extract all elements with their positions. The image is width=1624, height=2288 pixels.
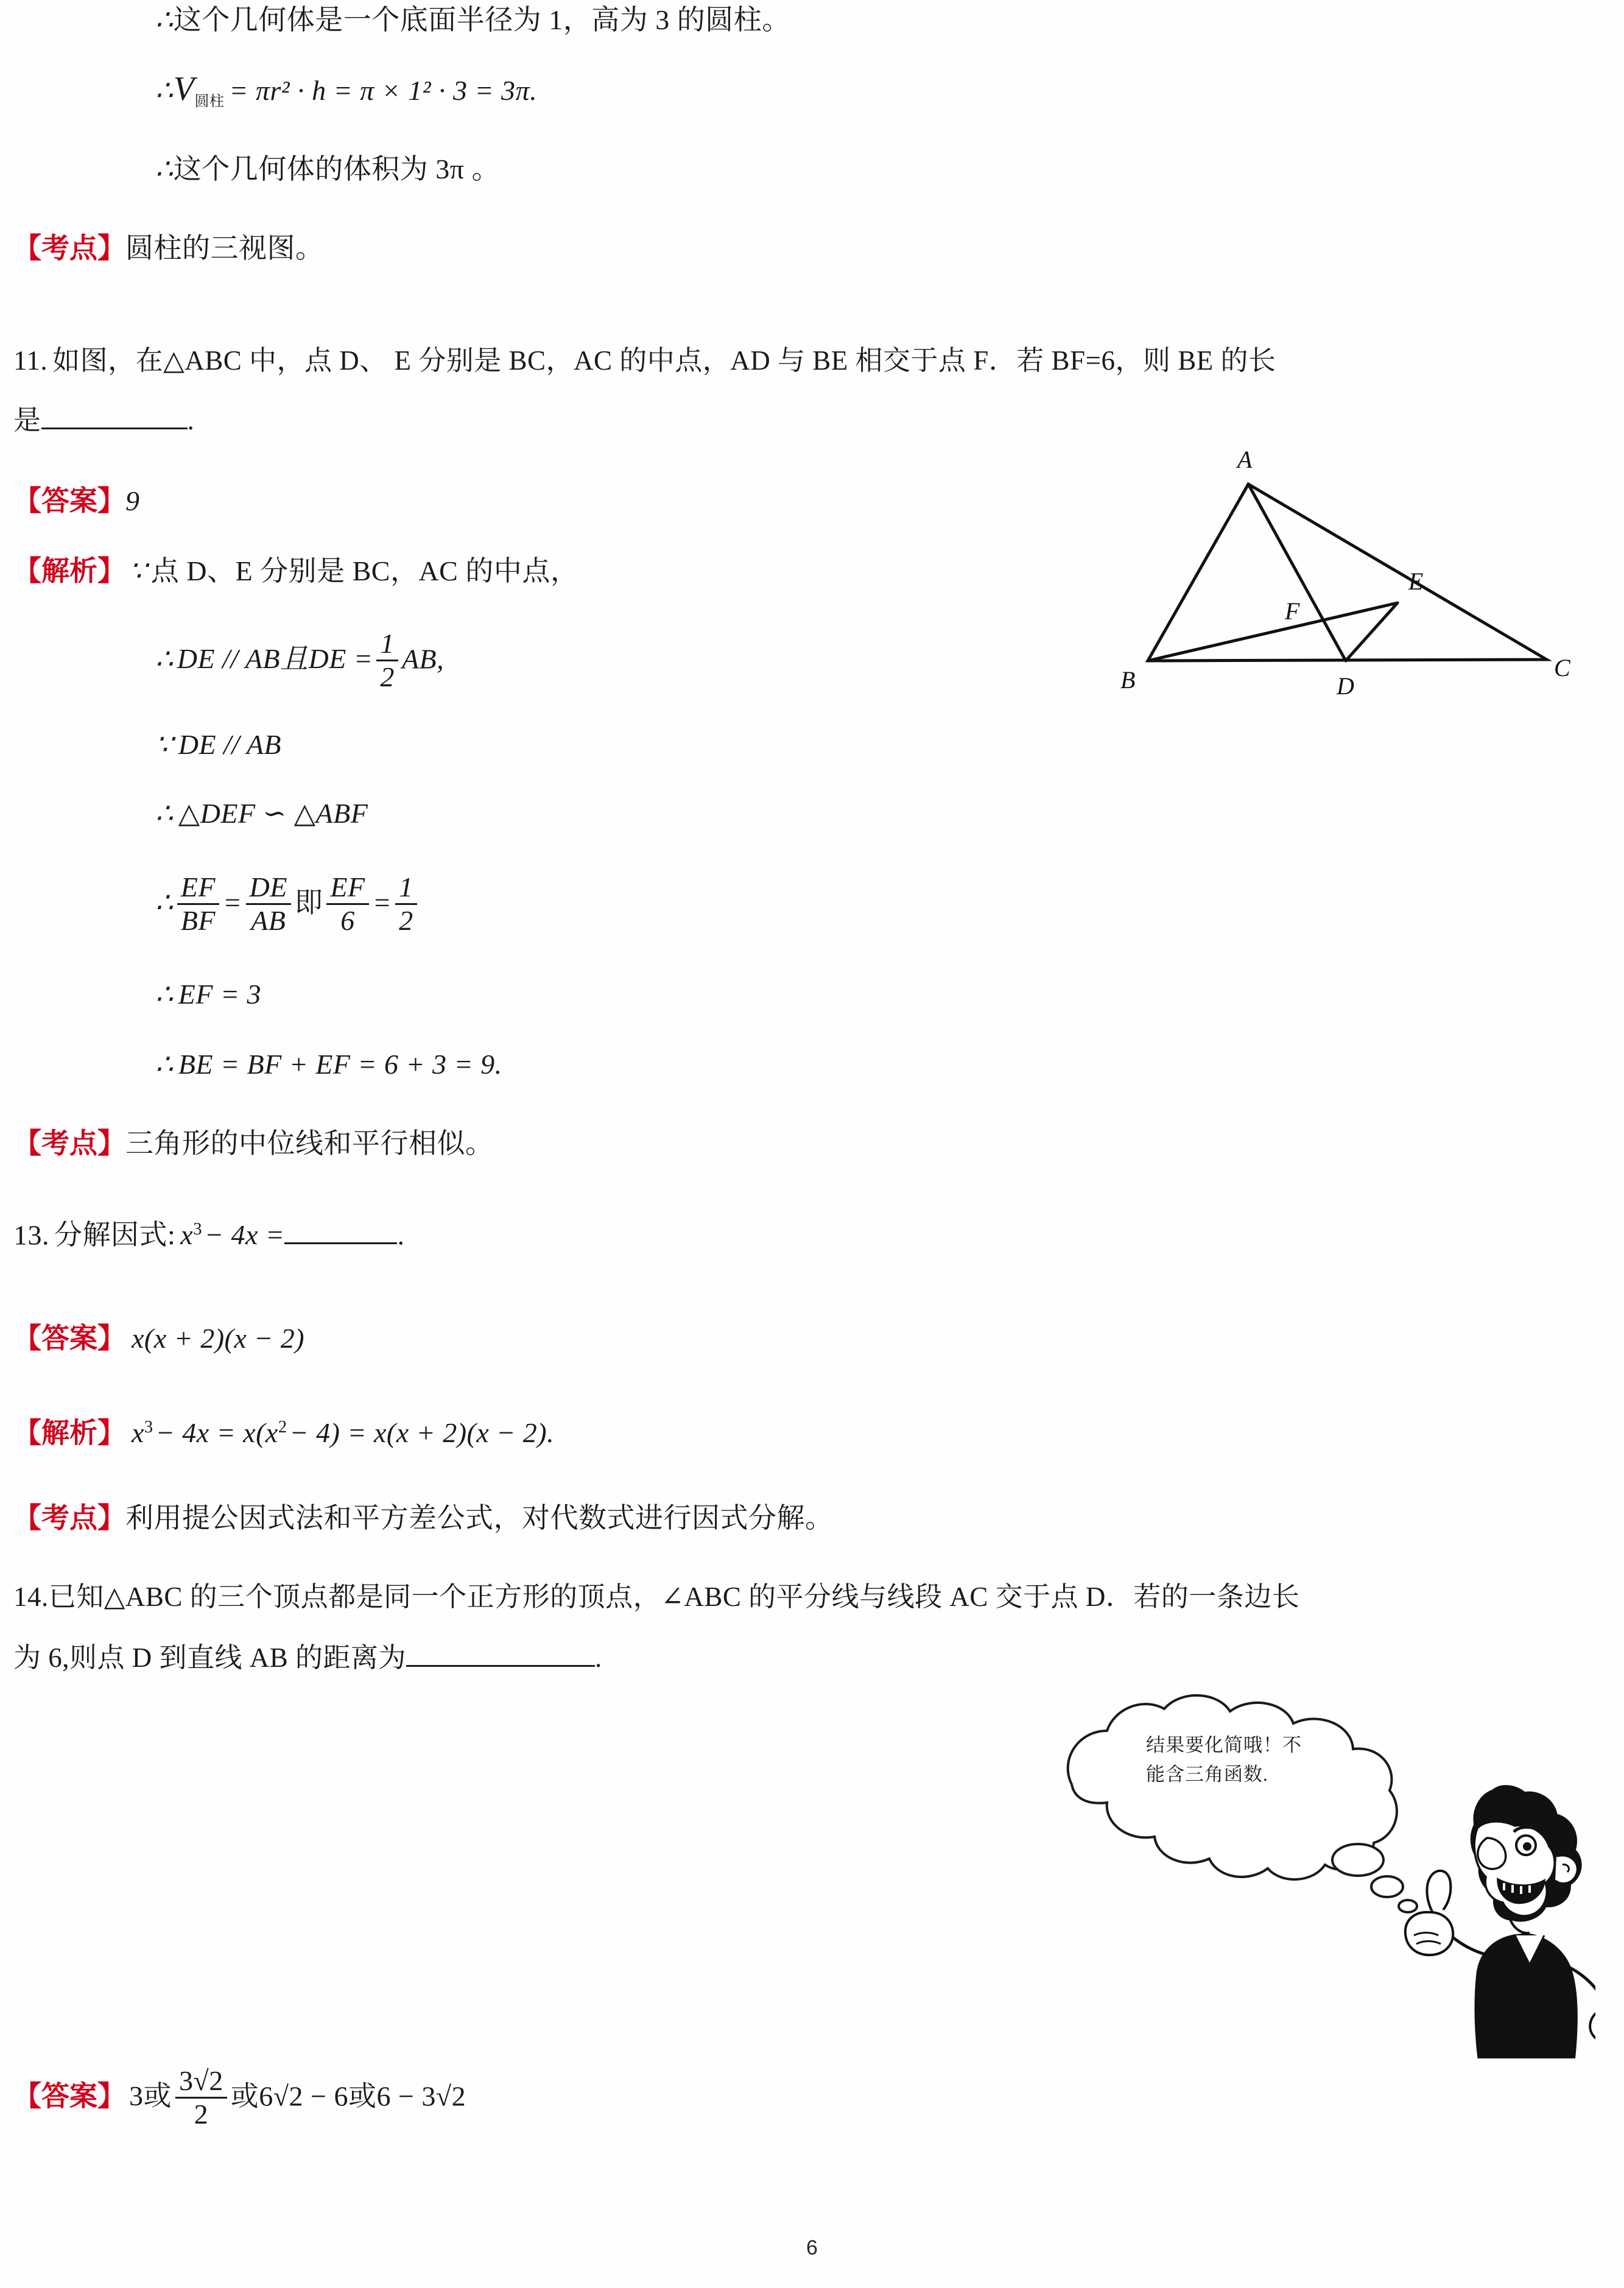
because-symbol: ∵	[129, 555, 147, 586]
fraction-numerator: DE	[246, 873, 291, 905]
fraction-denominator: BF	[180, 905, 216, 937]
q11-jiexi-line-2-tail: AB,	[401, 643, 445, 675]
q11-ef-value: EF = 3	[178, 979, 262, 1010]
q11-de-parallel-ab-restate: DE // AB	[178, 729, 282, 760]
q13-number: 13.	[13, 1219, 49, 1251]
q10-volume-formula	[155, 72, 537, 110]
equals-sign-2: =	[372, 887, 392, 918]
q11-de-parallel-ab: DE // AB且DE =	[177, 643, 373, 675]
q13-expr-exponent: 3	[193, 1220, 202, 1239]
q11-stem-line-1	[13, 347, 1276, 375]
triangle-abc-figure	[1084, 420, 1571, 761]
q14-answer-row	[13, 2065, 466, 2131]
q11-kaodian-row	[13, 1130, 494, 1158]
ratio-ef-bf	[177, 873, 219, 936]
q13-jiexi-row	[13, 1419, 554, 1447]
q14-stem-line-1	[13, 1583, 1299, 1611]
q13-stem-period: .	[397, 1219, 405, 1251]
fraction-numerator: EF	[177, 873, 219, 905]
q11-jiexi-line-1: 点 D、E 分别是 BC，AC 的中点，	[150, 555, 579, 586]
therefore-symbol: ∴	[155, 1049, 174, 1080]
fraction-denominator: 2	[380, 661, 395, 693]
q13-jiexi-term-a: x	[132, 1417, 144, 1449]
q11-similar-triangles: △DEF ∽ △ABF	[178, 798, 368, 829]
q14-stem-text: 已知△ABC 的三个顶点都是同一个正方形的顶点，∠ABC 的平分线与线段 AC 交于点 D．若的一条边长	[48, 1582, 1300, 1612]
q11-number: 11.	[13, 345, 48, 376]
vertex-label-f: F	[1285, 597, 1300, 625]
fraction-numerator: 3√2	[175, 2066, 227, 2099]
q13-answer-row	[13, 1325, 304, 1353]
q11-answer-blank[interactable]	[41, 428, 188, 429]
q11-answer-value: 9	[125, 485, 140, 516]
one-half-fraction	[376, 629, 398, 692]
ratio-one-half	[395, 873, 417, 936]
q13-stem-prefix: 分解因式:	[54, 1219, 176, 1251]
volume-variable: V	[173, 70, 195, 108]
q14-answer-part-b: 或6√2 − 6或6 − 3√2	[230, 2080, 466, 2112]
q13-answer-blank[interactable]	[284, 1242, 397, 1244]
q11-be-computation: BE = BF + EF = 6 + 3 = 9.	[178, 1049, 502, 1080]
vertex-label-d: D	[1337, 672, 1354, 700]
q11-jiexi-line-3	[155, 731, 281, 759]
volume-subscript: 圆柱	[194, 94, 225, 110]
q14-stem-line-2	[13, 1644, 602, 1672]
q13-stem-row	[13, 1221, 404, 1249]
vertex-label-a: A	[1237, 446, 1253, 473]
q13-expr-rest: − 4x =	[204, 1219, 285, 1251]
q13-expr-base: x	[180, 1219, 194, 1251]
hint-bubble-line-2: 能含三角函数.	[1146, 1764, 1268, 1786]
fraction-numerator: 1	[376, 629, 398, 661]
kaodian-label: 【考点】	[13, 233, 125, 264]
fraction-denominator: 6	[340, 905, 355, 937]
q14-answer-part-a: 3或	[129, 2080, 172, 2112]
q13-jiexi-term-c: − 4) = x(x + 2)(x − 2).	[289, 1417, 555, 1449]
vertex-label-b: B	[1120, 666, 1136, 694]
jiexi-label: 【解析】	[13, 1417, 125, 1449]
q11-jiexi-line-2	[155, 630, 444, 694]
jiexi-label: 【解析】	[13, 555, 125, 586]
q14-answer-blank[interactable]	[406, 1665, 595, 1667]
kaodian-label: 【考点】	[13, 1128, 125, 1159]
q10-kaodian-text: 圆柱的三视图。	[125, 233, 324, 264]
q11-kaodian-text: 三角形的中位线和平行相似。	[125, 1128, 494, 1159]
vertex-label-c: C	[1554, 654, 1570, 681]
because-symbol: ∵	[155, 729, 174, 760]
bubble-tail-3	[1399, 1900, 1417, 1912]
fraction-numerator: 1	[395, 873, 417, 905]
q11-jiexi-line-7	[155, 1051, 502, 1079]
q13-jiexi-exp-a: 3	[144, 1418, 153, 1437]
equals-sign: =	[222, 887, 242, 918]
vertex-label-e: E	[1408, 568, 1424, 595]
therefore-symbol: ∴	[155, 153, 174, 185]
q13-kaodian-row	[13, 1504, 834, 1532]
ratio-ef-6	[326, 873, 368, 936]
hint-bubble-text	[1146, 1731, 1347, 1789]
q11-stem-text: 如图，在△ABC 中，点 D、 E 分别是 BC，AC 的中点，AD 与 BE 相交于点 F．若 BF=6，则 BE 的长	[52, 345, 1276, 376]
fraction-denominator: AB	[251, 905, 286, 937]
therefore-symbol: ∴	[155, 887, 174, 918]
q10-conclusion-line-1	[155, 6, 790, 34]
therefore-symbol: ∴	[155, 643, 174, 675]
q10-volume-result: 这个几何体的体积为 3π 。	[173, 153, 501, 185]
fraction-numerator: EF	[326, 873, 368, 905]
q14-stem-prefix: 为 6,则点 D 到直线 AB 的距离为	[13, 1642, 407, 1673]
q14-stem-period: .	[595, 1642, 602, 1673]
q11-jiexi-row	[13, 557, 578, 585]
bubble-tail-2	[1371, 1876, 1403, 1897]
q14-answer-fraction	[175, 2066, 227, 2130]
daan-label: 【答案】	[13, 485, 125, 516]
q10-conclusion-text: 这个几何体是一个底面半径为 1，高为 3 的圆柱。	[173, 4, 790, 35]
q13-jiexi-exp-b: 2	[278, 1418, 287, 1437]
ji-connector: 即	[294, 887, 323, 918]
page-number: 6	[806, 2236, 818, 2259]
q10-kaodian-row	[13, 234, 324, 262]
q11-stem-line-2	[13, 407, 194, 434]
q13-answer-expression: x(x + 2)(x − 2)	[132, 1323, 305, 1354]
therefore-symbol: ∴	[155, 798, 174, 829]
kaodian-label: 【考点】	[13, 1502, 125, 1533]
q13-jiexi-term-b: − 4x = x(x	[155, 1417, 278, 1449]
q11-jiexi-line-5	[155, 871, 421, 937]
q13-kaodian-text: 利用提公因式法和平方差公式，对代数式进行因式分解。	[125, 1502, 834, 1533]
volume-formula-body: = πr² · h = π × 1² · 3 = 3π.	[229, 75, 538, 106]
daan-label: 【答案】	[13, 1323, 125, 1354]
therefore-symbol: ∴	[155, 4, 174, 35]
bubble-tail-1	[1332, 1844, 1383, 1876]
q11-answer-row	[13, 487, 140, 515]
q11-stem-period: .	[187, 405, 195, 435]
therefore-symbol: ∴	[155, 979, 174, 1010]
q14-number: 14.	[13, 1582, 49, 1612]
ratio-de-ab	[246, 873, 291, 936]
hint-cartoon	[1035, 1693, 1595, 2058]
q11-jiexi-line-4	[155, 800, 368, 828]
q11-stem-prefix: 是	[13, 405, 41, 435]
daan-label: 【答案】	[13, 2080, 125, 2112]
q11-jiexi-line-6	[155, 980, 261, 1008]
therefore-symbol: ∴	[155, 75, 174, 106]
hint-bubble-line-1: 结果要化简哦！不	[1146, 1734, 1302, 1756]
q10-conclusion-line-2	[155, 155, 500, 183]
fraction-denominator: 2	[194, 2099, 209, 2130]
fraction-denominator: 2	[399, 905, 413, 937]
